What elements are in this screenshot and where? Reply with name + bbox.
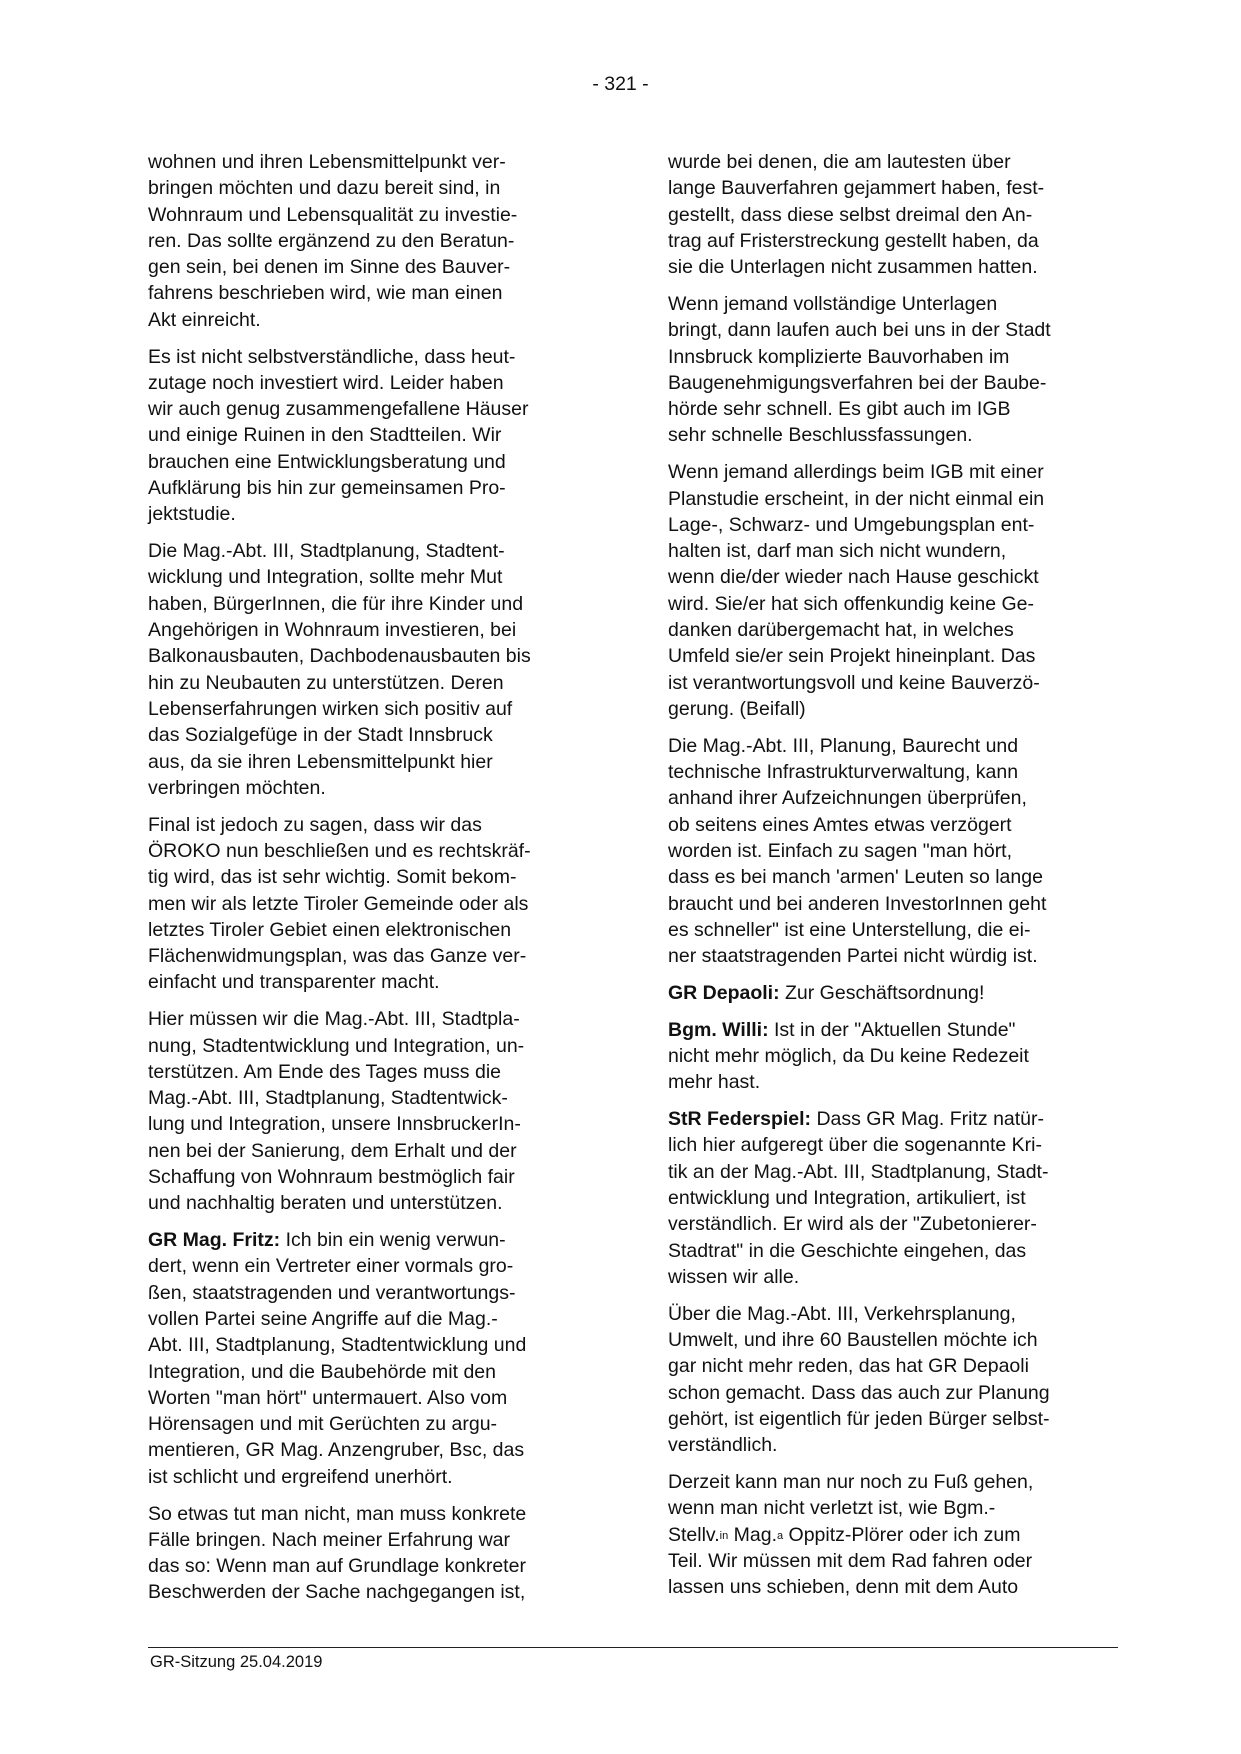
text-line: wenn man nicht verletzt ist, wie Bgm.- bbox=[668, 1497, 996, 1520]
text-line: Balkonausbauten, Dachbodenausbauten bis bbox=[148, 645, 531, 668]
text-line: wenn die/der wieder nach Hause geschickt bbox=[668, 566, 1039, 589]
text-line: wissen wir alle. bbox=[668, 1265, 800, 1288]
text-segment: Dass GR Mag. Fritz natür- bbox=[811, 1108, 1045, 1131]
text-line: halten ist, darf man sich nicht wundern, bbox=[668, 540, 1007, 563]
text-line: technische Infrastrukturverwaltung, kann bbox=[668, 761, 1019, 784]
text-line: Beschwerden der Sache nachgegangen ist, bbox=[148, 1581, 526, 1604]
paragraph bbox=[668, 1106, 1123, 1290]
text-line: sehr schnelle Beschlussfassungen. bbox=[668, 424, 973, 447]
text-line: Wenn jemand vollständige Unterlagen bbox=[668, 292, 998, 315]
footer-session-date: GR-Sitzung 25.04.2019 bbox=[150, 1653, 323, 1671]
text-line: und einige Ruinen in den Stadtteilen. Wir bbox=[148, 424, 502, 447]
text-line: Hier müssen wir die Mag.-Abt. III, Stadtpla- bbox=[148, 1008, 520, 1031]
text-line: ner staatstragenden Partei nicht würdig ist. bbox=[668, 945, 1038, 968]
text-line: Die Mag.-Abt. III, Stadtplanung, Stadtent- bbox=[148, 540, 505, 563]
text-line: ÖROKO nun beschließen und es rechtskräf- bbox=[148, 839, 531, 862]
paragraph bbox=[668, 1017, 1123, 1096]
text-line: Lebenserfahrungen wirken sich positiv auf bbox=[148, 697, 513, 720]
text-line bbox=[668, 1522, 1123, 1548]
text-line: dass es bei manch 'armen' Leuten so lange bbox=[668, 866, 1043, 889]
text-line: dert, wenn ein Vertreter einer vormals gro- bbox=[148, 1255, 514, 1278]
text-line: Stadtrat" in die Geschichte eingehen, das bbox=[668, 1239, 1027, 1262]
text-line: wicklung und Integration, sollte mehr Mut bbox=[148, 566, 503, 589]
text-line: nen bei der Sanierung, dem Erhalt und der bbox=[148, 1139, 517, 1162]
text-line bbox=[668, 1106, 1123, 1132]
text-line: das Sozialgefüge in der Stadt Innsbruck bbox=[148, 724, 493, 747]
superscript: a bbox=[777, 1529, 784, 1542]
paragraph bbox=[668, 980, 1123, 1006]
text-line: lange Bauverfahren gejammert haben, fest- bbox=[668, 177, 1045, 200]
speaker-name: GR Depaoli: bbox=[668, 981, 780, 1004]
text-line: vollen Partei seine Angriffe auf die Mag.- bbox=[148, 1307, 498, 1330]
paragraph bbox=[668, 733, 1123, 970]
text-line: Umwelt, und ihre 60 Baustellen möchte ich bbox=[668, 1328, 1038, 1351]
paragraph bbox=[148, 1006, 603, 1216]
text-line: Hörensagen und mit Gerüchten zu argu- bbox=[148, 1413, 498, 1436]
speaker-name: Bgm. Willi: bbox=[668, 1018, 769, 1041]
text-line: gerung. (Beifall) bbox=[668, 697, 806, 720]
text-segment: Zur Geschäftsordnung! bbox=[779, 981, 985, 1004]
text-line: nung, Stadtentwicklung und Integration, un- bbox=[148, 1034, 525, 1057]
text-line: Worten "man hört" untermauert. Also vom bbox=[148, 1386, 508, 1409]
text-line bbox=[668, 1017, 1123, 1043]
text-line: ist verantwortungsvoll und keine Bauverzö- bbox=[668, 671, 1040, 694]
text-line: brauchen eine Entwicklungsberatung und bbox=[148, 450, 506, 473]
text-line: Planstudie erscheint, in der nicht einmal ein bbox=[668, 487, 1045, 510]
text-line: gar nicht mehr reden, das hat GR Depaoli bbox=[668, 1355, 1029, 1378]
text-line: es schneller" ist eine Unterstellung, die ei- bbox=[668, 918, 1031, 941]
text-line: ren. Das sollte ergänzend zu den Beratun- bbox=[148, 229, 515, 252]
text-line: hörde sehr schnell. Es gibt auch im IGB bbox=[668, 398, 1011, 421]
paragraph bbox=[148, 812, 603, 996]
text-line: worden ist. Einfach zu sagen "man hört, bbox=[668, 839, 1013, 862]
page-number: - 321 - bbox=[592, 73, 649, 95]
text-line: jektstudie. bbox=[148, 503, 236, 526]
text-line: das so: Wenn man auf Grundlage konkreter bbox=[148, 1555, 526, 1578]
text-line: bringen möchten und dazu bereit sind, in bbox=[148, 177, 501, 200]
paragraph bbox=[148, 344, 603, 528]
text-line: men wir als letzte Tiroler Gemeinde oder als bbox=[148, 892, 529, 915]
text-segment: Oppitz-Plörer oder ich zum bbox=[783, 1523, 1021, 1546]
text-line: Integration, und die Baubehörde mit den bbox=[148, 1360, 497, 1383]
text-segment: Stellv. bbox=[668, 1523, 720, 1546]
text-line: Derzeit kann man nur noch zu Fuß gehen, bbox=[668, 1470, 1034, 1493]
text-line: nicht mehr möglich, da Du keine Redezeit bbox=[668, 1045, 1029, 1067]
text-line: Schaffung von Wohnraum bestmöglich fair bbox=[148, 1165, 515, 1188]
paragraph bbox=[668, 1301, 1123, 1459]
text-line: ßen, staatstragenden und verantwortungs- bbox=[148, 1281, 516, 1304]
speaker-name: StR Federspiel: bbox=[668, 1108, 812, 1131]
text-line: wird. Sie/er hat sich offenkundig keine Ge- bbox=[668, 592, 1035, 615]
text-line: mentieren, GR Mag. Anzengruber, Bsc, das bbox=[148, 1439, 525, 1462]
left-column bbox=[148, 149, 603, 1616]
text-line: Es ist nicht selbstverständliche, dass heut- bbox=[148, 345, 516, 368]
text-line: gen sein, bei denen im Sinne des Bauver- bbox=[148, 256, 511, 279]
paragraph bbox=[148, 538, 603, 801]
text-line: wohnen und ihren Lebensmittelpunkt ver- bbox=[148, 151, 506, 173]
text-line: ob seitens eines Amtes etwas verzögert bbox=[668, 813, 1012, 836]
text-line: lassen uns schieben, denn mit dem Auto bbox=[668, 1576, 1019, 1599]
text-line: So etwas tut man nicht, man muss konkrete bbox=[148, 1502, 527, 1525]
text-line: aus, da sie ihren Lebensmittelpunkt hier bbox=[148, 750, 493, 773]
text-line: hin zu Neubauten zu unterstützen. Deren bbox=[148, 671, 504, 694]
text-line: einfacht und transparenter macht. bbox=[148, 971, 440, 994]
right-column bbox=[668, 149, 1123, 1611]
text-line: verständlich. bbox=[668, 1434, 778, 1457]
text-line: trag auf Fristerstreckung gestellt haben, da bbox=[668, 229, 1039, 252]
text-line: Flächenwidmungsplan, was das Ganze ver- bbox=[148, 945, 527, 968]
text-line: wir auch genug zusammengefallene Häuser bbox=[148, 398, 529, 421]
paragraph bbox=[148, 149, 603, 333]
text-line: anhand ihrer Aufzeichnungen überprüfen, bbox=[668, 787, 1027, 810]
text-line: Wohnraum und Lebensqualität zu investie- bbox=[148, 203, 518, 226]
text-line: gestellt, dass diese selbst dreimal den An- bbox=[668, 203, 1033, 226]
text-line: tig wird, das ist sehr wichtig. Somit bekom- bbox=[148, 866, 517, 889]
text-line: tik an der Mag.-Abt. III, Stadtplanung, Stadt- bbox=[668, 1160, 1049, 1183]
superscript: in bbox=[719, 1529, 729, 1542]
text-line: gehört, ist eigentlich für jeden Bürger selbst- bbox=[668, 1407, 1050, 1430]
text-line: terstützen. Am Ende des Tages muss die bbox=[148, 1060, 501, 1083]
text-line: Teil. Wir müssen mit dem Rad fahren oder bbox=[668, 1549, 1033, 1572]
text-segment: Ist in der "Aktuellen Stunde" bbox=[768, 1018, 1016, 1041]
paragraph bbox=[668, 1469, 1123, 1600]
text-line: Abt. III, Stadtplanung, Stadtentwicklung und bbox=[148, 1334, 527, 1357]
text-line: lung und Integration, unsere InnsbruckerIn- bbox=[148, 1113, 521, 1136]
text-line: entwicklung und Integration, artikuliert, ist bbox=[668, 1186, 1026, 1209]
paragraph bbox=[148, 1501, 603, 1606]
text-line: verständlich. Er wird als der "Zubetonierer- bbox=[668, 1213, 1037, 1236]
text-line: und nachhaltig beraten und unterstützen. bbox=[148, 1192, 503, 1215]
text-line: letztes Tiroler Gebiet einen elektronischen bbox=[148, 918, 512, 941]
paragraph bbox=[668, 149, 1123, 280]
text-line: schon gemacht. Dass das auch zur Planung bbox=[668, 1381, 1050, 1404]
text-line: Baugenehmigungsverfahren bei der Baube- bbox=[668, 371, 1047, 394]
text-line bbox=[668, 980, 1123, 1006]
text-line bbox=[148, 1227, 603, 1253]
text-line: lich hier aufgeregt über die sogenannte Kri- bbox=[668, 1134, 1042, 1157]
text-segment: Ich bin ein wenig verwun- bbox=[280, 1229, 506, 1252]
text-line: Fälle bringen. Nach meiner Erfahrung war bbox=[148, 1528, 511, 1551]
text-line: sie die Unterlagen nicht zusammen hatten. bbox=[668, 256, 1038, 279]
text-line: mehr hast. bbox=[668, 1071, 761, 1094]
text-line: Die Mag.-Abt. III, Planung, Baurecht und bbox=[668, 734, 1019, 757]
text-line: danken darübergemacht hat, in welches bbox=[668, 619, 1014, 642]
speaker-name: GR Mag. Fritz: bbox=[148, 1229, 281, 1252]
text-segment: Mag. bbox=[728, 1523, 777, 1546]
text-line: Wenn jemand allerdings beim IGB mit einer bbox=[668, 461, 1044, 484]
text-line: braucht und bei anderen InvestorInnen geht bbox=[668, 892, 1047, 915]
text-line: verbringen möchten. bbox=[148, 776, 326, 799]
text-line: ist schlicht und ergreifend unerhört. bbox=[148, 1465, 453, 1488]
text-line: Mag.-Abt. III, Stadtplanung, Stadtentwick- bbox=[148, 1087, 508, 1110]
paragraph bbox=[668, 459, 1123, 722]
text-line: Innsbruck komplizierte Bauvorhaben im bbox=[668, 345, 1010, 368]
text-line: Über die Mag.-Abt. III, Verkehrsplanung, bbox=[668, 1302, 1016, 1325]
text-line: wurde bei denen, die am lautesten über bbox=[668, 151, 1011, 173]
text-line: Aufklärung bis hin zur gemeinsamen Pro- bbox=[148, 477, 506, 500]
footer-divider bbox=[148, 1647, 1118, 1648]
text-line: zutage noch investiert wird. Leider haben bbox=[148, 371, 504, 394]
text-line: haben, BürgerInnen, die für ihre Kinder und bbox=[148, 592, 524, 615]
text-line: Akt einreicht. bbox=[148, 308, 261, 331]
paragraph bbox=[668, 291, 1123, 449]
text-line: Lage-, Schwarz- und Umgebungsplan ent- bbox=[668, 513, 1035, 536]
text-line: Angehörigen in Wohnraum investieren, bei bbox=[148, 619, 517, 642]
text-line: bringt, dann laufen auch bei uns in der Stadt bbox=[668, 319, 1051, 342]
text-line: Umfeld sie/er sein Projekt hineinplant. Das bbox=[668, 645, 1036, 668]
paragraph bbox=[148, 1227, 603, 1490]
text-line: fahrens beschrieben wird, wie man einen bbox=[148, 282, 503, 305]
text-line: Final ist jedoch zu sagen, dass wir das bbox=[148, 813, 482, 836]
